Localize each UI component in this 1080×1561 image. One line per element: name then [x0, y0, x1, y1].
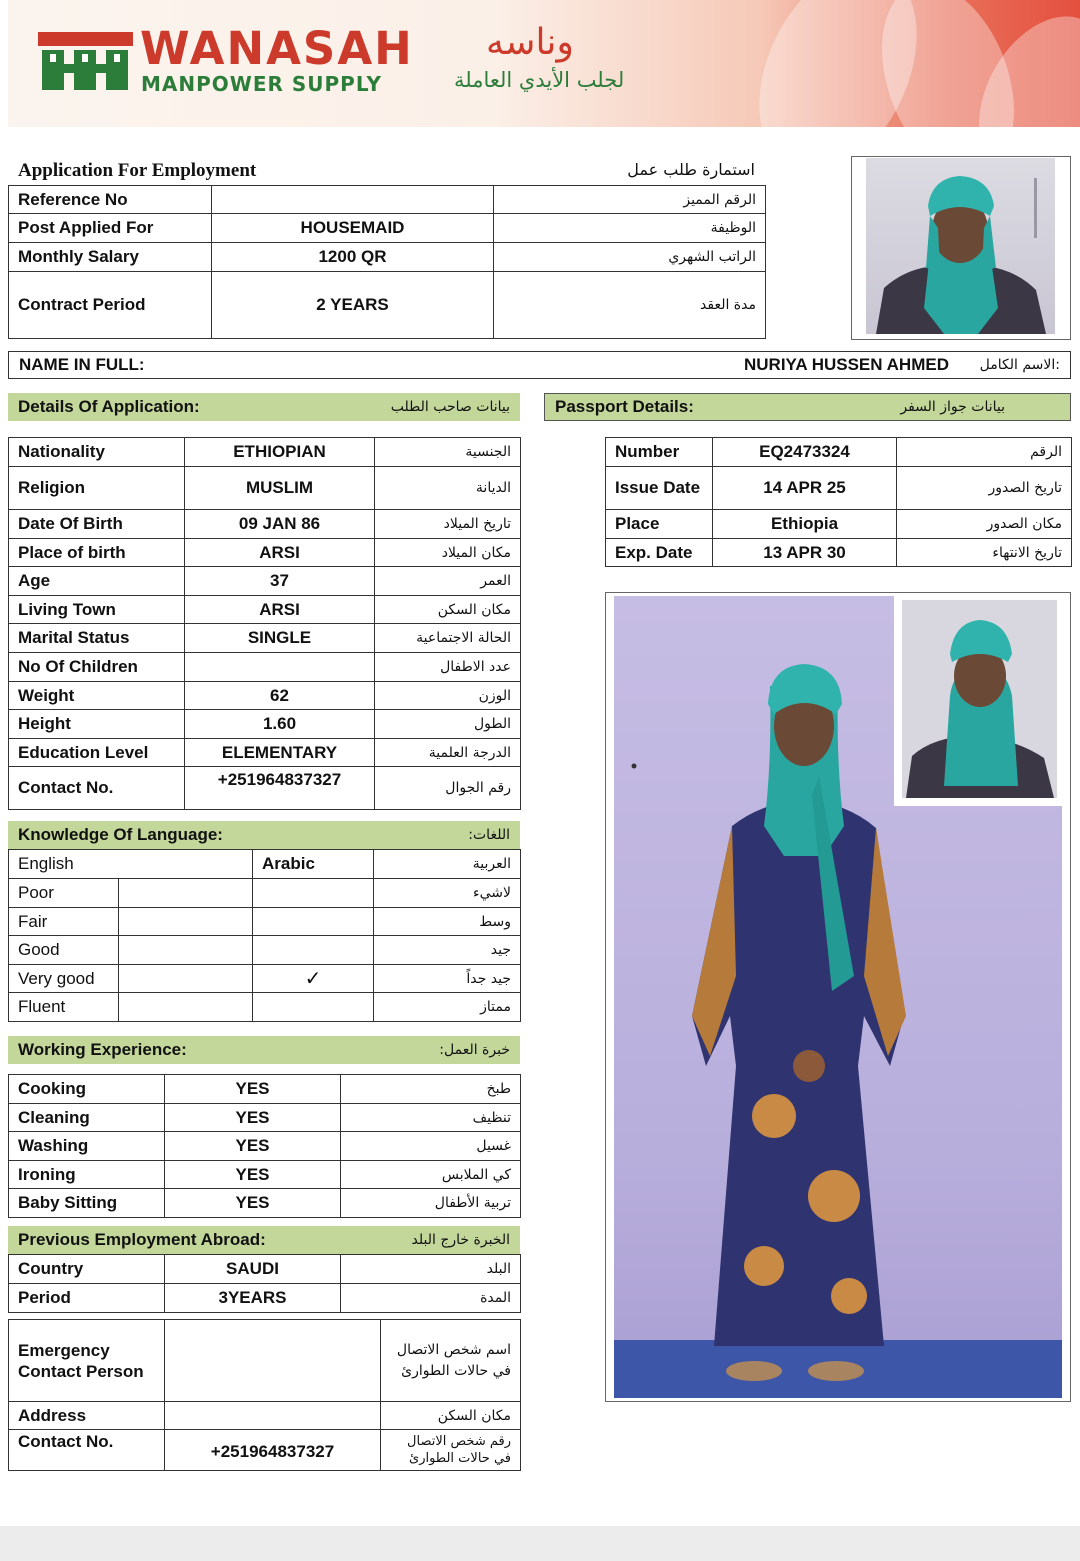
row-value: YES: [165, 1161, 341, 1189]
row-value: 09 JAN 86: [185, 510, 375, 539]
row-label-arabic: الدرجة العلمية: [375, 739, 521, 767]
experience-section-header: [8, 1036, 520, 1064]
experience-table: [8, 1074, 521, 1218]
table-row: [9, 908, 521, 936]
passport-section-header: [544, 393, 1071, 421]
language-table: [8, 849, 521, 1022]
language-section-header: [8, 821, 520, 849]
row-value: 13 APR 30: [713, 539, 897, 567]
table-row: [9, 936, 521, 965]
row-label: Country: [9, 1255, 165, 1284]
row-value: ARSI: [185, 596, 375, 624]
row-value: ETHIOPIAN: [185, 438, 375, 467]
application-section-header: [8, 393, 520, 421]
row-label-arabic: المدة: [341, 1284, 521, 1313]
row-value: HOUSEMAID: [212, 214, 494, 243]
table-row: [9, 438, 521, 467]
table-row: [9, 682, 521, 710]
previous-employment-table: [8, 1254, 521, 1313]
row-value: YES: [165, 1189, 341, 1218]
full-name-label: NAME IN FULL:: [19, 355, 145, 374]
row-label-arabic: جيد جداً: [374, 965, 521, 993]
emergency-contact-value: +251964837327: [165, 1430, 381, 1471]
english-level-cell: [119, 936, 253, 965]
language-col-arabic: Arabic: [253, 850, 374, 879]
brand-tagline: MANPOWER SUPPLY: [141, 72, 382, 96]
row-label: Washing: [9, 1132, 165, 1161]
emergency-person-value: [165, 1320, 381, 1402]
address-label: Address: [9, 1402, 165, 1430]
row-label: Good: [9, 936, 119, 965]
table-row: [9, 624, 521, 653]
table-row: [606, 467, 1072, 510]
section-title: Knowledge Of Language:: [18, 825, 223, 844]
row-value: 37: [185, 567, 375, 596]
logo-icon: [38, 28, 133, 90]
brand-name: WANASAH: [140, 22, 414, 75]
row-value: 1.60: [185, 710, 375, 739]
row-label: Date Of Birth: [9, 510, 185, 539]
row-value: Ethiopia: [713, 510, 897, 539]
row-label: Fluent: [9, 993, 119, 1022]
address-value: [165, 1402, 381, 1430]
row-label: No Of Children: [9, 653, 185, 682]
english-level-cell: [119, 993, 253, 1022]
full-name-row: [8, 351, 1071, 379]
row-label-arabic: وسط: [374, 908, 521, 936]
row-label: Age: [9, 567, 185, 596]
table-row: [9, 710, 521, 739]
row-label: Place: [606, 510, 713, 539]
row-value: 3YEARS: [165, 1284, 341, 1313]
row-label-arabic: تاريخ الانتهاء: [897, 539, 1072, 567]
row-label-arabic: البلد: [341, 1255, 521, 1284]
row-label: Exp. Date: [606, 539, 713, 567]
check-icon: ✓: [253, 965, 374, 993]
arabic-level-cell: [253, 936, 374, 965]
row-label: Post Applied For: [9, 214, 212, 243]
portrait-icon: [866, 158, 1055, 334]
row-value: [185, 653, 375, 682]
table-row: [606, 438, 1072, 467]
brand-name-arabic: وناسه: [486, 22, 574, 63]
row-value: 14 APR 25: [713, 467, 897, 510]
table-row: [9, 1284, 521, 1313]
row-label-arabic: مكان السكن: [375, 596, 521, 624]
row-label: Nationality: [9, 438, 185, 467]
row-value: ELEMENTARY: [185, 739, 375, 767]
table-row: [9, 993, 521, 1022]
row-label: Poor: [9, 879, 119, 908]
row-label: Number: [606, 438, 713, 467]
table-row: [9, 1255, 521, 1284]
portrait-photo: [866, 158, 1055, 334]
row-label-arabic: الرقم المميز: [494, 186, 766, 214]
full-name-value: NURIYA HUSSEN AHMED: [744, 355, 949, 374]
row-value: 2 YEARS: [212, 272, 494, 339]
passport-details-table: [605, 437, 1072, 567]
row-label: Weight: [9, 682, 185, 710]
row-label: Monthly Salary: [9, 243, 212, 272]
row-label-arabic: الوظيفة: [494, 214, 766, 243]
row-label: Contract Period: [9, 272, 212, 339]
form-title-arabic: استمارة طلب عمل: [627, 160, 755, 179]
row-label-arabic: جيد: [374, 936, 521, 965]
row-value: 1200 QR: [212, 243, 494, 272]
row-label-arabic: الديانة: [375, 467, 521, 510]
table-row: [9, 510, 521, 539]
row-label: Ironing: [9, 1161, 165, 1189]
row-value: 62: [185, 682, 375, 710]
emergency-person-label-arabic: اسم شخص الاتصال في حالات الطوارئ: [381, 1320, 521, 1402]
row-label-arabic: الوزن: [375, 682, 521, 710]
row-label: Place of birth: [9, 539, 185, 567]
row-label: Height: [9, 710, 185, 739]
table-row: [9, 1161, 521, 1189]
row-label: Contact No.: [9, 767, 185, 810]
table-row: [606, 510, 1072, 539]
row-label-arabic: غسيل: [341, 1132, 521, 1161]
row-label-arabic: طبخ: [341, 1075, 521, 1104]
address-label-arabic: مكان السكن: [381, 1402, 521, 1430]
emergency-person-label: Emergency Contact Person: [9, 1320, 165, 1402]
row-label: Period: [9, 1284, 165, 1313]
row-value: YES: [165, 1075, 341, 1104]
row-label-arabic: الحالة الاجتماعية: [375, 624, 521, 653]
row-label-arabic: لاشيء: [374, 879, 521, 908]
brand-tagline-arabic: لجلب الأيدي العاملة: [454, 68, 625, 92]
row-label-arabic: مكان الصدور: [897, 510, 1072, 539]
full-body-photo-icon: [614, 596, 1062, 1398]
row-label-arabic: تاريخ الصدور: [897, 467, 1072, 510]
previous-employment-section-header: [8, 1226, 520, 1254]
english-level-cell: [119, 879, 253, 908]
row-label: Cooking: [9, 1075, 165, 1104]
row-label-arabic: كي الملابس: [341, 1161, 521, 1189]
table-row: [9, 1402, 521, 1430]
row-label: Reference No: [9, 186, 212, 214]
row-label-arabic: تربية الأطفال: [341, 1189, 521, 1218]
row-value: ARSI: [185, 539, 375, 567]
section-title-arabic: بيانات جواز السفر: [900, 399, 1005, 415]
row-label-arabic: عدد الاطفال: [375, 653, 521, 682]
english-level-cell: [119, 965, 253, 993]
row-label-arabic: الراتب الشهري: [494, 243, 766, 272]
table-row: [9, 739, 521, 767]
row-label-arabic: مكان الميلاد: [375, 539, 521, 567]
section-title: Working Experience:: [18, 1040, 187, 1059]
row-label-arabic: تنظيف: [341, 1104, 521, 1132]
row-label-arabic: العمر: [375, 567, 521, 596]
header-banner: [8, 0, 1080, 127]
english-level-cell: [119, 908, 253, 936]
section-title-arabic: بيانات صاحب الطلب: [390, 399, 510, 415]
arabic-level-cell: [253, 993, 374, 1022]
footer-bar: [0, 1526, 1080, 1561]
row-value: EQ2473324: [713, 438, 897, 467]
section-title: Details Of Application:: [18, 397, 200, 416]
row-label: Religion: [9, 467, 185, 510]
table-row: [9, 1132, 521, 1161]
row-value: YES: [165, 1104, 341, 1132]
row-label: Fair: [9, 908, 119, 936]
row-label: Living Town: [9, 596, 185, 624]
form-title: Application For Employment: [18, 160, 257, 181]
row-label-arabic: الجنسية: [375, 438, 521, 467]
table-row: [9, 1075, 521, 1104]
table-row: [9, 467, 521, 510]
row-value: YES: [165, 1132, 341, 1161]
emergency-contact-label: Contact No.: [9, 1430, 165, 1471]
table-row: [9, 596, 521, 624]
table-row: [606, 539, 1072, 567]
table-row: [9, 567, 521, 596]
section-title-arabic: اللغات:: [468, 827, 510, 843]
application-details-table: [8, 437, 521, 810]
row-label: Issue Date: [606, 467, 713, 510]
row-value: SAUDI: [165, 1255, 341, 1284]
table-row: [9, 1320, 521, 1402]
row-label-arabic: رقم الجوال: [375, 767, 521, 810]
table-row: [9, 243, 766, 272]
row-label-arabic: ممتاز: [374, 993, 521, 1022]
full-name-label-arabic: الاسم الكامل:: [979, 357, 1060, 373]
section-title: Previous Employment Abroad:: [18, 1230, 266, 1249]
table-row: [9, 850, 521, 879]
row-value: +251964837327: [185, 767, 375, 810]
emergency-contact-table: [8, 1319, 521, 1471]
row-value: [212, 186, 494, 214]
table-row: [9, 965, 521, 993]
section-title-arabic: الخبرة خارج البلد: [411, 1232, 510, 1248]
row-label: Marital Status: [9, 624, 185, 653]
row-label-arabic: تاريخ الميلاد: [375, 510, 521, 539]
table-row: [9, 879, 521, 908]
language-col-arabic-ar: العربية: [374, 850, 521, 879]
row-label: Baby Sitting: [9, 1189, 165, 1218]
table-row: [9, 1104, 521, 1132]
table-row: [9, 653, 521, 682]
table-row: [9, 186, 766, 214]
row-label-arabic: الرقم: [897, 438, 1072, 467]
row-label: Cleaning: [9, 1104, 165, 1132]
row-value: SINGLE: [185, 624, 375, 653]
row-label-arabic: مدة العقد: [494, 272, 766, 339]
table-row: [9, 1430, 521, 1471]
arabic-level-cell: [253, 879, 374, 908]
table-row: [9, 539, 521, 567]
job-details-table: [8, 185, 766, 339]
row-label-arabic: الطول: [375, 710, 521, 739]
row-value: MUSLIM: [185, 467, 375, 510]
row-label: Very good: [9, 965, 119, 993]
section-title-arabic: خبرة العمل:: [439, 1042, 510, 1058]
full-body-photo: [614, 596, 1062, 1398]
row-label: Education Level: [9, 739, 185, 767]
section-title: Passport Details:: [555, 397, 694, 416]
table-row: [9, 214, 766, 243]
language-col-english: English: [9, 850, 119, 879]
table-row: [9, 767, 521, 810]
table-row: [9, 1189, 521, 1218]
arabic-level-cell: [253, 908, 374, 936]
emergency-contact-label-arabic: رقم شخص الاتصال في حالات الطوارئ: [381, 1430, 521, 1471]
table-row: [9, 272, 766, 339]
